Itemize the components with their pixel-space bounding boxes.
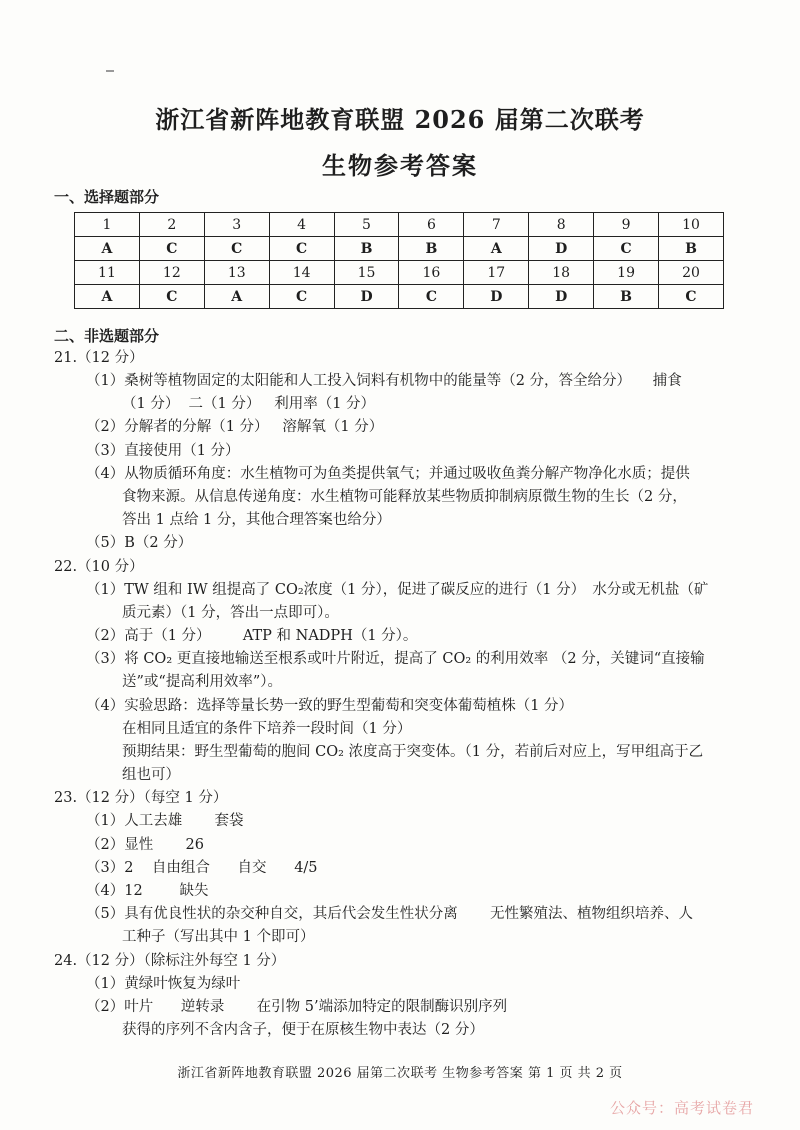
answer-line: 工种子（写出其中 1 个即可） bbox=[122, 929, 315, 946]
answer-line: （2）分解者的分解（1 分） 溶解氧（1 分） bbox=[86, 419, 384, 436]
question-number: 3 bbox=[204, 213, 269, 237]
question-number: 2 bbox=[139, 213, 204, 237]
question-number: 4 bbox=[269, 213, 334, 237]
answer-line: （3）直接使用（1 分） bbox=[86, 442, 240, 459]
answer-cell: D bbox=[464, 285, 529, 309]
answer-line: 质元素）（1 分，答出一点即可）。 bbox=[122, 604, 339, 621]
answer-line: （2）叶片 逆转录 在引物 5’端添加特定的限制酶识别序列 bbox=[86, 998, 508, 1015]
answer-line: 答出 1 点给 1 分，其他合理答案也给分） bbox=[122, 512, 391, 529]
answer-cell: B bbox=[594, 285, 659, 309]
answer-cell: C bbox=[139, 285, 204, 309]
question-24-heading: 24.（12 分）（除标注外每空 1 分） bbox=[54, 952, 286, 969]
answer-line: （2）显性 26 bbox=[86, 836, 204, 853]
answer-cell: D bbox=[529, 237, 594, 261]
section-heading-nonchoice: 二、非选题部分 bbox=[54, 327, 160, 345]
section-heading-choice: 一、选择题部分 bbox=[54, 188, 160, 206]
question-number: 9 bbox=[594, 213, 659, 237]
answer-cell: C bbox=[594, 237, 659, 261]
answer-cell: C bbox=[139, 237, 204, 261]
answer-line: （1）TW 组和 IW 组提高了 CO₂浓度（1 分），促进了碳反应的进行（1 分） 水分或无机盐（矿 bbox=[86, 581, 709, 598]
table-row-numbers-2 bbox=[75, 261, 724, 285]
question-number: 8 bbox=[529, 213, 594, 237]
question-number: 17 bbox=[464, 261, 529, 285]
page-subtitle: 生物参考答案 bbox=[322, 151, 478, 180]
answer-line: 在相同且适宜的条件下培养一段时间（1 分） bbox=[122, 720, 412, 737]
page-title: 浙江省新阵地教育联盟 2026 届第二次联考 bbox=[155, 105, 645, 134]
question-number: 18 bbox=[529, 261, 594, 285]
question-number: 16 bbox=[399, 261, 464, 285]
table-row-numbers-1 bbox=[75, 213, 724, 237]
question-number: 6 bbox=[399, 213, 464, 237]
question-number: 5 bbox=[334, 213, 399, 237]
answer-line: 预期结果：野生型葡萄的胞间 CO₂ 浓度高于突变体。（1 分，若前后对应上，写甲组高于乙 bbox=[122, 744, 704, 761]
table-row-answers-2 bbox=[75, 285, 724, 309]
question-number: 13 bbox=[204, 261, 269, 285]
question-22-heading: 22.（10 分） bbox=[54, 558, 144, 575]
page-footer: 浙江省新阵地教育联盟 2026 届第二次联考 生物参考答案 第 1 页 共 2 页 bbox=[177, 1066, 623, 1081]
answer-line: （1）桑树等植物固定的太阳能和人工投入饲料有机物中的能量等（2 分，答全给分） 捕食 bbox=[86, 373, 682, 389]
answer-line: （1）黄绿叶恢复为绿叶 bbox=[86, 975, 241, 992]
question-number: 15 bbox=[334, 261, 399, 285]
answer-cell: C bbox=[399, 285, 464, 309]
question-21-heading: 21.（12 分） bbox=[54, 350, 144, 366]
answer-cell: C bbox=[659, 285, 724, 309]
answer-line: 食物来源。从信息传递角度：水生植物可能释放某些物质抑制病原微生物的生长（2 分， bbox=[122, 489, 687, 506]
answer-line: （1）人工去雄 套袋 bbox=[86, 813, 244, 830]
answer-cell: A bbox=[75, 285, 140, 309]
question-number: 7 bbox=[464, 213, 529, 237]
answer-cell: C bbox=[204, 237, 269, 261]
choice-answer-table bbox=[74, 212, 724, 309]
answer-line: （4）从物质循环角度：水生植物可为鱼类提供氧气；并通过吸收鱼粪分解产物净化水质；提供 bbox=[86, 465, 690, 482]
answer-cell: D bbox=[529, 285, 594, 309]
question-number: 20 bbox=[659, 261, 724, 285]
answer-line: （2）高于（1 分） ATP 和 NADPH（1 分）。 bbox=[86, 628, 418, 645]
table-row-answers-1 bbox=[75, 237, 724, 261]
answer-line: 获得的序列不含内含子，便于在原核生物中表达（2 分） bbox=[122, 1022, 484, 1039]
answer-cell: B bbox=[659, 237, 724, 261]
nonchoice-answers bbox=[54, 347, 754, 1042]
answer-cell: C bbox=[269, 237, 334, 261]
answer-cell: B bbox=[334, 237, 399, 261]
question-number: 12 bbox=[139, 261, 204, 285]
answer-line: （4）实验思路：选择等量长势一致的野生型葡萄和突变体葡萄植株（1 分） bbox=[86, 697, 574, 714]
answer-cell: B bbox=[399, 237, 464, 261]
question-number: 14 bbox=[269, 261, 334, 285]
scan-mark bbox=[106, 70, 114, 72]
answer-line: （3）2 自由组合 自交 4/5 bbox=[86, 859, 318, 876]
answer-line: （3）将 CO₂ 更直接地输送至根系或叶片附近，提高了 CO₂ 的利用效率 （2 分，关键词“直接输 bbox=[86, 651, 705, 668]
question-number: 19 bbox=[594, 261, 659, 285]
question-23-heading: 23.（12 分）（每空 1 分） bbox=[54, 790, 228, 807]
question-number: 11 bbox=[75, 261, 140, 285]
answer-line: （5）B（2 分） bbox=[86, 535, 193, 552]
answer-line: 组也可） bbox=[122, 767, 180, 784]
watermark: 公众号：高考试卷君 bbox=[610, 1099, 755, 1117]
answer-cell: A bbox=[204, 285, 269, 309]
answer-line: （5）具有优良性状的杂交种自交，其后代会发生性状分离 无性繁殖法、植物组织培养、人 bbox=[86, 906, 693, 923]
answer-line: 送”或“提高利用效率”）。 bbox=[122, 674, 282, 691]
answer-cell: C bbox=[269, 285, 334, 309]
question-number: 1 bbox=[75, 213, 140, 237]
answer-cell: A bbox=[464, 237, 529, 261]
answer-cell: A bbox=[75, 237, 140, 261]
answer-line: （1 分） 二（1 分） 利用率（1 分） bbox=[122, 396, 376, 413]
question-number: 10 bbox=[659, 213, 724, 237]
answer-line: （4）12 缺失 bbox=[86, 883, 209, 900]
answer-cell: D bbox=[334, 285, 399, 309]
